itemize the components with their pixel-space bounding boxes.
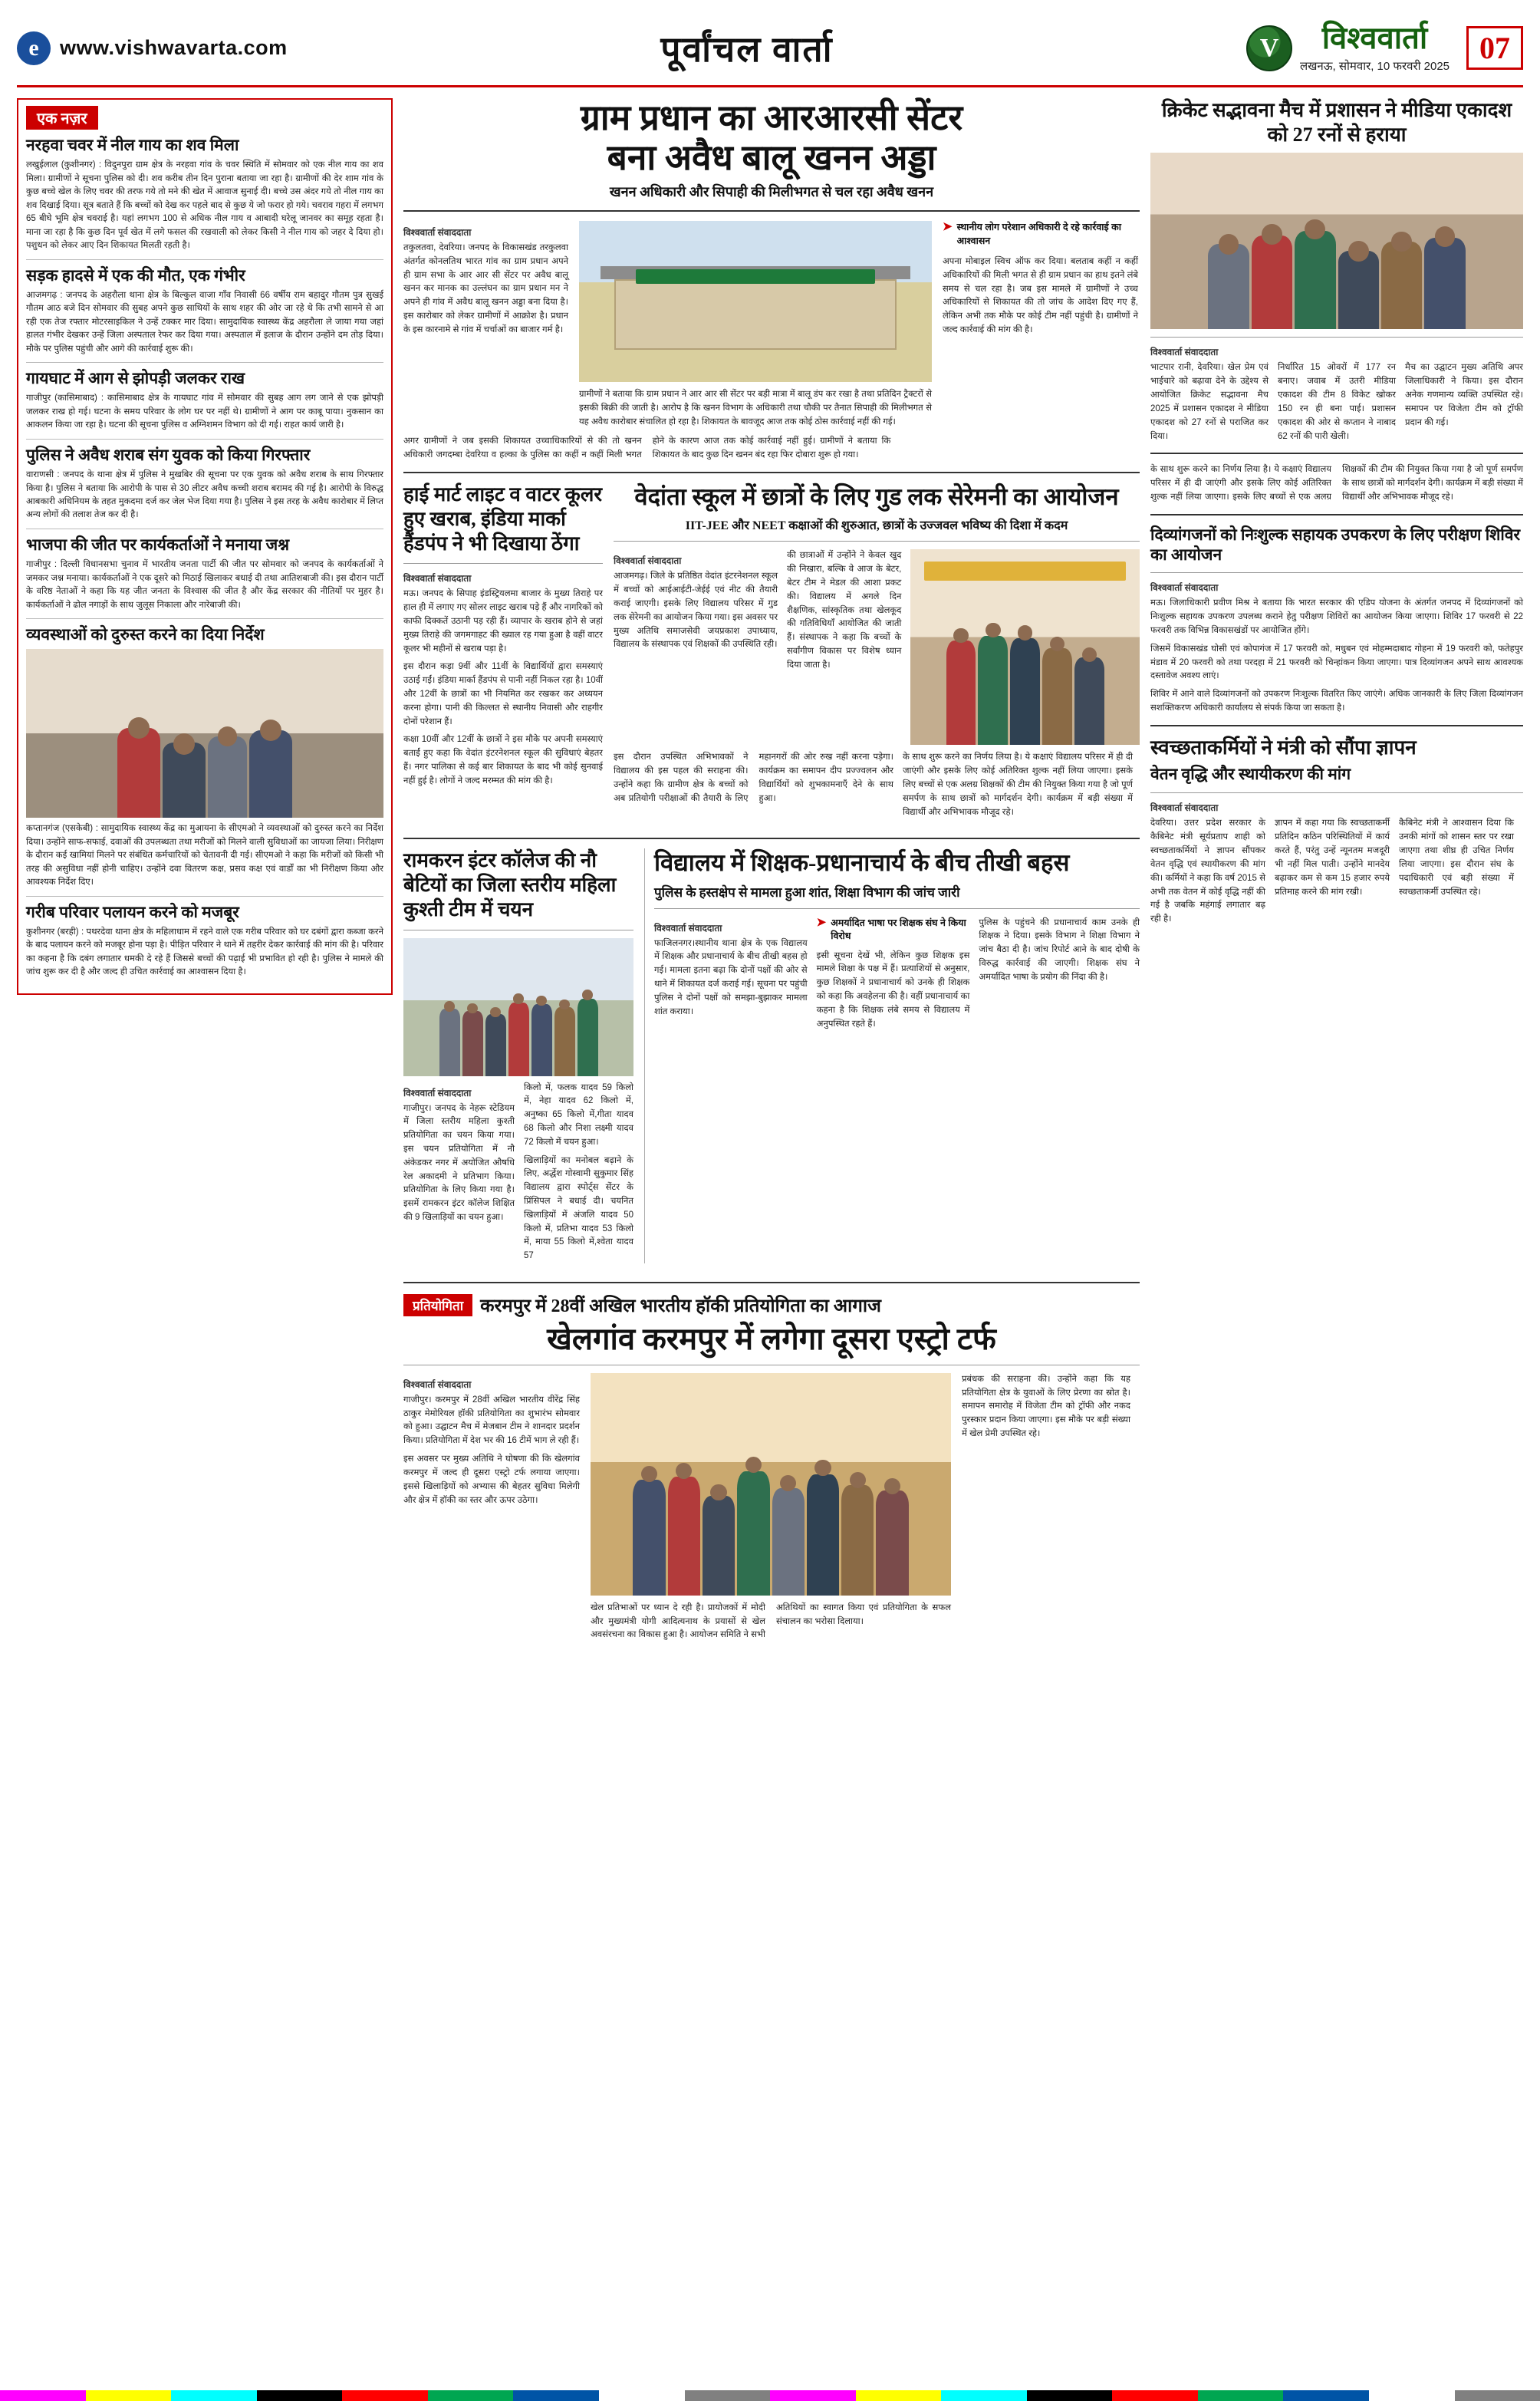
lead-byline: विश्ववार्ता संवाददाता xyxy=(403,227,472,239)
column-middle xyxy=(403,98,1140,1652)
vedanta-col2 xyxy=(787,549,901,745)
masthead-left xyxy=(17,31,446,65)
color-swatch xyxy=(1369,2390,1455,2401)
hockey-body-2: इस अवसर पर मुख्य अतिथि ने घोषणा की कि खेलगांव करमपुर में जल्द ही दूसरा एस्ट्रो टर्फ लगाया जाएगा। इससे खिलाड़ियों को अभ्यास की बेहतर सुविधा मिलेगी और क्षेत्र में हॉकी का स्तर और ऊपर उठेगा। xyxy=(403,1454,580,1505)
lead-photo-wrap xyxy=(579,221,932,429)
article-sanitation[interactable] xyxy=(1150,736,1523,927)
color-swatch xyxy=(1455,2390,1540,2401)
debate-headline: विद्यालय में शिक्षक-प्रधानाचार्य के बीच तीखी बहस xyxy=(654,849,1070,877)
color-swatch xyxy=(1283,2390,1369,2401)
vedanta-body-3: इस दौरान उपस्थित अभिभावकों ने विद्यालय की इस पहल की सराहना की। उन्होंने कहा कि ग्रामीण क्षेत्र के बच्चों को अब प्रतियोगी परीक्षाओं की तैयारी के लिए महानगरों की ओर रुख नहीं करना पड़ेगा। कार्यक्रम का समापन दीप प्रज्ज्वलन और विद्यार्थियों को शुभकामनाएँ देने के साथ हुआ। xyxy=(614,753,893,803)
row-wrestling-debate xyxy=(403,848,1140,1273)
vedanta-col1 xyxy=(614,549,778,745)
lead-note-col xyxy=(943,221,1138,429)
article-wrestling[interactable] xyxy=(403,848,633,1263)
hockey-tag: प्रतियोगिता xyxy=(403,1294,472,1316)
sanitation-body-1: देवरिया। उत्तर प्रदेश सरकार के कैबिनेट मंत्री सूर्यप्रताप शाही को स्वच्छताकर्मियों ने ज्ञापन सौंपकर वेतन वृद्धि एवं स्थायीकरण की मांग की। कर्मियों ने कहा कि वर्ष 2015 से अभी तक वेतन में कोई वृद्धि नहीं की गई है जबकि महंगाई लगातार बढ़ रही है। xyxy=(1150,818,1265,924)
brief-photo xyxy=(26,649,383,818)
vedanta-subhead: IIT-JEE और NEET कक्षाओं की शुरुआत, छात्रों के उज्जवल भविष्य की दिशा में कदम xyxy=(685,519,1068,533)
sanitation-byline: विश्ववार्ता संवाददाता xyxy=(1150,802,1219,814)
sanitation-subhead: वेतन वृद्धि और स्थायीकरण की मांग xyxy=(1150,765,1351,784)
brief-item[interactable] xyxy=(26,897,383,986)
brief-item[interactable] xyxy=(26,440,383,529)
bullet-icon: ➤ xyxy=(816,915,827,929)
lead-text-col1 xyxy=(403,221,568,429)
lead-note-text: स्थानीय लोग परेशान अधिकारी दे रहे कार्रवाई का आश्वासन xyxy=(956,222,1121,246)
cricket-headline: क्रिकेट सद्भावना मैच में प्रशासन ने मीडिया एकादश को 27 रनों से हराया xyxy=(1161,99,1512,146)
vedanta-body-4: के साथ शुरू करने का निर्णय लिया है। ये कक्षाएं विद्यालय परिसर में ही दी जाएंगी और इसके लिए कोई अतिरिक्त शुल्क नहीं लिया जाएगा। इसके लिए बच्चों से एक अलग्र शिक्षकों की टीम की नियुक्त किया गया है जो पूर्ण समर्पण के साथ छात्रों को मार्गदर्शन देगी। कार्यक्रम में बड़ी संख्या में विद्यार्थी और अभिभावक मौजूद रहे। xyxy=(903,753,1133,817)
cooler-headline: हाई मार्ट लाइट व वाटर कूलर हुए खराब, इंडिया मार्का हैंडपंप ने भी दिखाया ठेंगा xyxy=(403,483,603,555)
article-cricket[interactable] xyxy=(1150,98,1523,443)
vedanta-photo-wrap xyxy=(910,549,1140,745)
color-calibration-bar xyxy=(0,2390,1540,2401)
cricket-body-2: निर्धारित 15 ओवरों में 177 रन बनाए। जवाब में उतरी मीडिया एकादश की टीम 8 विकेट खोकर 150 रन ही बना पाई। प्रशासन एकादश की ओर से कप्तान ने नाबाद 62 रनों की पारी खेली। xyxy=(1278,363,1396,441)
hockey-headline: खेलगांव करमपुर में लगेगा दूसरा एस्ट्रो टर्फ xyxy=(547,1322,996,1357)
cricket-byline: विश्ववार्ता संवाददाता xyxy=(1150,347,1219,358)
brief-title: सड़क हादसे में एक की मौत, एक गंभीर xyxy=(26,265,245,285)
brand-text xyxy=(1299,20,1450,74)
brief-item[interactable] xyxy=(26,619,383,897)
brief-title: पुलिस ने अवैध शराब संग युवक को किया गिरफ्तार xyxy=(26,445,311,464)
column-left xyxy=(17,98,393,1652)
color-swatch xyxy=(685,2390,771,2401)
brief-item[interactable] xyxy=(26,363,383,440)
ek-nazar-box xyxy=(17,98,393,995)
page-content xyxy=(17,98,1523,1652)
brief-text: गाजीपुर : दिल्ली विधानसभा चुनाव में भारतीय जनता पार्टी की जीत पर सोमवार को जनपद के कार्यकर्ताओं ने जमकर जश्न मनाया। कार्यकर्ताओं ने एक दूसरे को मिठाई खिलाकर बधाई दी तथा आतिशबाजी की। इस दौरान पार्टी के वरिष्ठ नेताओं ने कहा कि यह जीत जनता के विश्वास की जीत है और केंद्र सरकार की नीतियों पर मुहर है। कार्यकर्ताओं ने ढोल नगाड़ों के साथ जुलूस निकाला और नारेबाजी की। xyxy=(26,560,383,610)
debate-note xyxy=(817,917,970,944)
wrestling-body-1: गाजीपुर। जनपद के नेहरू स्टेडियम में जिला स्तरीय महिला कुश्ती प्रतियोगिता का चयन किया गया। इस चयन प्रतियोगिता में नौ अंकेडकर नगर में अयोजित औषधि रेल अकादमी ने प्रतिभाग किया। प्रतियोगिता के लिए किया गया है। इसमें रामकरन इंटर कॉलेज शिक्षित की 9 खिलाड़ियों का चयन हुआ। xyxy=(403,1103,515,1222)
color-swatch xyxy=(513,2390,599,2401)
debate-body-2: इसी सूचना देखें भी, लेकिन कुछ शिक्षक इस मामले शिक्षा के पक्ष में हैं। प्रत्याशियों से अनुसार, कुछ शिक्षकों ने प्रधानाचार्य को उनके ही शिक्षक को कहा कि अवहेलना की है। वहीं प्रधानाचार्य का कहना है कि शिक्षक लंबे समय से विद्यालय में अनुपस्थित रहते हैं। xyxy=(816,950,970,1029)
color-swatch xyxy=(86,2390,172,2401)
brief-item[interactable] xyxy=(26,529,383,619)
masthead xyxy=(17,14,1523,87)
debate-subhead: पुलिस के हस्तक्षेप से मामला हुआ शांत, शिक्षा विभाग की जांच जारी xyxy=(654,884,960,900)
brand-emblem-icon: V xyxy=(1246,25,1292,71)
sanitation-body-2: ज्ञापन में कहा गया कि स्वच्छताकर्मी प्रतिदिन कठिन परिस्थितियों में कार्य करते हैं, परंतु उन्हें न्यूनतम मजदूरी भी नहीं मिल पाती। उन्होंने मानदेय बढ़ाकर कम से कम 15 हजार रुपये प्रतिमाह करने की मांग रखी। xyxy=(1275,818,1390,897)
page-number: 07 xyxy=(1466,26,1523,70)
website-url[interactable]: www.vishwavarta.com xyxy=(60,36,288,59)
cricket-body-1: भाटपार रानी, देवरिया। खेल प्रेम एवं भाईचारे को बढ़ावा देने के उद्देश्य से आयोजित क्रिकेट सद्भावना मैच 2025 में प्रशासन एकादश ने मीडिया एकादश को 27 रनों से पराजित कर दिया। xyxy=(1150,363,1269,441)
cooler-body-1: मऊ। जनपद के सिपाह इंडस्ट्रियलमा बाजार के मुख्य तिराहे पर हाल ही में लगाए गए सोलर लाइट खराब पड़े हैं और नागरिकों को काफी दिक्कतें उठानी पड़ रही हैं। व्यापार के खराब होने से जहां मुख्य तिराहे की जगमगाहट की ख्याल रह गया हुआ है वहीं वाटर कूलर भी महीनों से खराब पड़ा है। xyxy=(403,589,603,654)
brief-text: कुशीनगर (बरही) : पथरदेवा थाना क्षेत्र के महिलाधाम में रहने वाले एक गरीब परिवार को घर दबंगों द्वारा कब्जा करने के बाद पलायन करने को मजबूर होना पड़ा है। पीड़ित परिवार ने थाने में तहरीर देकर कार्रवाई की मांग की है। परिवार का कहना है कि दबंग लगातार धमकी दे रहे हैं जिससे बच्चों की पढ़ाई भी प्रभावित हो रही है। पुलिस ने मामले की जांच शुरू कर दी है और जल्द ही उचित कार्रवाई का आश्वासन दिया है। xyxy=(26,927,383,977)
lead-headline-line2: बना अवैध बालू खनन अड्डा xyxy=(607,137,936,177)
brand-block xyxy=(1246,20,1450,74)
vedanta-byline: विश्ववार्ता संवाददाता xyxy=(614,555,682,567)
masthead-right xyxy=(1048,20,1523,74)
brief-item[interactable] xyxy=(26,130,383,260)
divyang-body-1: मऊ। जिलाधिकारी प्रवीण मिश्र ने बताया कि भारत सरकार की एडिप योजना के अंतर्गत जनपद में दिव्यांगजनों को निःशुल्क सहायक उपकरण उपलब्ध कराने हेतु परीक्षण शिविरों का आयोजन किया जाएगा। शिविर 17 फरवरी से 22 फरवरी तक विभिन्न विकासखंडों पर आयोजित होंगे। xyxy=(1150,598,1523,635)
divyang-headline: दिव्यांगजनों को निःशुल्क सहायक उपकरण के लिए परीक्षण शिविर का आयोजन xyxy=(1150,525,1521,564)
row-cooler-vedanta xyxy=(403,483,1140,828)
hockey-kicker: करमपुर में 28वीं अखिल भारतीय हॉकी प्रतियोगिता का आगाज xyxy=(480,1296,881,1317)
article-school-debate[interactable] xyxy=(644,848,1140,1263)
wrestling-byline: विश्ववार्ता संवाददाता xyxy=(403,1087,472,1098)
hockey-byline: विश्ववार्ता संवाददाता xyxy=(403,1378,472,1390)
color-swatch xyxy=(171,2390,257,2401)
masthead-center xyxy=(446,25,1048,72)
hockey-body-1: गाजीपुर। करमपुर में 28वीं अखिल भारतीय वीरेंद्र सिंह ठाकुर मेमोरियल हॉकी प्रतियोगिता का शुभारंभ सोमवार को हुआ। उद्घाटन मैच में मेजबान टीम ने शानदार प्रदर्शन किया। प्रतियोगिता में देश भर की 16 टीमें भाग ले रही हैं। xyxy=(403,1395,580,1446)
hockey-photo xyxy=(591,1373,951,1596)
cooler-byline: विश्ववार्ता संवाददाता xyxy=(403,573,472,585)
article-vedanta-sidebar[interactable] xyxy=(1150,463,1523,504)
lead-body-1: तकुलतवा, देवरिया। जनपद के विकासखंड तरकुलवा अंतर्गत कोनलतिथ भारत गांव का ग्राम प्रधान अपने ही ग्राम सभा के आर आर सी सेंटर पर अवैध बालू खनन कर मानक का उल्लंघन का ग्राम प्रधान मन ने अपने ही गांव में अवैध बालू खनन अड्डा बना दिया है। इस कारोबार को लेकर ग्रामीणों में आक्रोश है। प्रधान के इस कारनामे से गांव में चर्चाओं का बाजार गर्म है। xyxy=(403,243,568,334)
brief-title: गरीब परिवार पलायन करने को मजबूर xyxy=(26,902,239,921)
divyang-byline: विश्ववार्ता संवाददाता xyxy=(1150,582,1219,594)
color-swatch xyxy=(257,2390,343,2401)
brief-title: नरहवा चवर में नील गाय का शव मिला xyxy=(26,136,239,154)
brand-title: विश्ववार्ता xyxy=(1321,20,1428,55)
color-swatch xyxy=(1198,2390,1284,2401)
cricket-photo xyxy=(1150,153,1523,329)
vedanta-photo xyxy=(910,549,1140,745)
color-swatch xyxy=(941,2390,1027,2401)
brief-text: आजमगढ़ : जनपद के अहरौला थाना क्षेत्र के बिल्कुल वाजा गाँव निवासी 66 वर्षीय राम बहादुर गौतम पुत्र सुखई गौतम आठ बजे दिन सोमवार की सुबह अपने कुछ साथियों के साथ शहर की ओर जा रहे थे कि तभी सामने से आ रही एक तेज रफ्तार मोटरसाइकिल ने उन्हें टक्कर मार दिया। सामुदायिक स्वास्थ्य केंद्र अहरौला ले जाया गया जहां हालत गंभीर देखकर उन्हें जिला अस्पताल रेफर कर दिया गया। अस्पताल में इलाज के दौरान उन्होंने दम तोड़ दिया। मौके पर पुलिस पहुंची और आगे की कार्रवाई शुरू की। xyxy=(26,290,383,354)
lead-headline-line1: ग्राम प्रधान का आरआरसी सेंटर xyxy=(580,98,963,137)
hockey-body-4: प्रबंधक की सराहना की। उन्होंने कहा कि यह प्रतियोगिता क्षेत्र के युवाओं के लिए प्रेरणा का स्रोत है। समापन समारोह में विजेता टीम को ट्रॉफी और नकद पुरस्कार प्रदान किया जाएगा। इस मौके पर बड़ी संख्या में खेल प्रेमी उपस्थित रहे। xyxy=(962,1374,1130,1439)
lead-subhead: खनन अधिकारी और सिपाही की मिलीभगत से चल रहा अवैध खनन xyxy=(609,184,934,200)
lead-photo xyxy=(579,221,932,382)
column-right xyxy=(1150,98,1523,1652)
debate-body-3: पुलिस के पहुंचने की प्रधानाचार्य काम उनके ही शिक्षक ने दिया। इसके विभाग ने शिक्षा विभाग ने जांच बैठा दी है। जांच रिपोर्ट आने के बाद दोषी के विरुद्ध कार्रवाई की जाएगी। शिक्षक संघ ने अमर्यादित भाषा के प्रयोग की निंदा की है। xyxy=(979,917,1140,982)
sanitation-headline: स्वच्छताकर्मियों ने मंत्री को सौंपा ज्ञापन xyxy=(1150,736,1417,759)
debate-note-text: अमर्यादित भाषा पर शिक्षक संघ ने किया विरोध xyxy=(831,917,966,942)
wrestling-headline: रामकरन इंटर कॉलेज की नौ बेटियों का जिला स्तरीय महिला कुश्ती टीम में चयन xyxy=(403,849,617,921)
hockey-body-3: खेल प्रतिभाओं पर ध्यान दे रही है। प्रायोजकों में मोदी और मुख्यमंत्री योगी आदित्यनाथ के प्रयासों से खेल अवसंरचना का विकास हुआ है। आयोजन समिति ने सभी अतिथियों का स्वागत किया एवं प्रतियोगिता के सफल संचालन का भरोसा दिलाया। xyxy=(591,1602,951,1640)
cooler-body-3: कक्षा 10वीं और 12वीं के छात्रों ने इस मौके पर अपनी समस्याएं बताईं हुए कहा कि वेदांत इंटरनेशनल स्कूल की सुविधाएं बेहतर हैं। नगर पालिका से कई बार शिकायत के बाद भी कोई सुनवाई नहीं हुई है। लोगों ने जल्द मरम्मत की मांग की है। xyxy=(403,735,603,786)
sanitation-body-3: कैबिनेट मंत्री ने आश्वासन दिया कि उनकी मांगों को शासन स्तर पर रखा जाएगा तथा शीघ्र ही उचित निर्णय लिया जाएगा। इस दौरान संघ के पदाधिकारी एवं बड़ी संख्या में स्वच्छताकर्मी उपस्थित रहे। xyxy=(1399,818,1514,897)
color-swatch xyxy=(0,2390,86,2401)
lead-body-3: अगर ग्रामीणों ने जब इसकी शिकायत उच्चाधिकारियों से की तो खनन अधिकारी जगदम्बा देवरिया व हल्का के पुलिस का कहीं न कहीं मिली भगत होने के कारण आज तक कोई कार्रवाई नहीं हुई। ग्रामीणों ने बताया कि शिकायत के बाद कुछ दिन खनन बंद रहा फिर दोबारा शुरू हो गया। xyxy=(403,436,891,460)
article-hockey[interactable] xyxy=(403,1293,1140,1642)
vedanta-headline: वेदांता स्कूल में छात्रों के लिए गुड लक सेरेमनी का आयोजन xyxy=(634,483,1119,511)
cooler-body-2: इस दौरान कड़ा 9वीं और 11वीं के विद्यार्थियों द्वारा समस्याएं उठाई गईं। इंडिया मार्का हैंडपंप से पानी नहीं निकल रहा है। 10वीं और 12वीं के छात्रों का भी नियमित कर रखकर कर अध्ययन करना होगा। पानी की किल्लत से स्थानीय निवासी और राहगीर दोनों परेशान हैं। xyxy=(403,662,603,726)
debate-byline: विश्ववार्ता संवाददाता xyxy=(654,922,722,934)
article-cooler[interactable] xyxy=(403,483,603,819)
brief-text: वाराणसी : जनपद के थाना क्षेत्र में पुलिस ने मुखबिर की सूचना पर एक युवक को अवैध शराब के साथ गिरफ्तार किया है। पुलिस ने बताया कि आरोपी के पास से 30 लीटर अवैध कच्ची शराब बरामद की गई है। आरोपी के विरुद्ध आबकारी अधिनियम के तहत मुकदमा दर्ज कर जेल भेज दिया गया है। पुलिस ने इस तरह के अवैध कारोबार में लिप्त अन्य लोगों की तलाश तेज कर दी है। xyxy=(26,470,383,520)
brief-item[interactable] xyxy=(26,260,383,364)
wrestling-body-2: किलो में, फलक यादव 59 किलो में, नेहा यादव 62 किलो में, अनुष्का 65 किलो में,गीता यादव 68 किलो और निशा लक्ष्मी यादव 72 किलो में चयन हुआ। xyxy=(524,1082,633,1147)
brief-text: लखुईलाल (कुशीनगर) : विदुनपुरा ग्राम क्षेत्र के नरहवा गांव के चवर स्थिति में सोमवार को एक नील गाय का शव मिला। ग्रामीणों ने सूचना पुलिस को दी। शव करीब तीन दिन पुराना बताया जा रहा है। ग्रामीणों की देर शाम गांव के कुछ बच्चे खेल के लिए चवर की तरफ गये तो मने की खेत में आवाज सुनाई दी। बच्चे उस अंदर गये तो नील गाय का शव दिखाई दिया। सूत्र बताते हैं कि बच्चों को देख कर पहले बाद से कुछ ये जो फरार हो गये। चवराव गहरा में लगभग 65 बीघे भूमि क्षेत्र चवराई है। यहां लगभग 100 से अधिक नील गाय व आबादी घरेलू जानवर का समूह रहता है। माना जा रहा है कि कुछ दिन पूर्व खेत में लगे फसल की रखवाली को लेकर किसी ने नील गाय को जहर दे दिया हो। पशुधन को लेकर आए दिन शिकायत मिलती रहती है। xyxy=(26,160,383,251)
lead-body-2: ग्रामीणों ने बताया कि ग्राम प्रधान ने आर आर सी सेंटर पर बड़ी मात्रा में बालू डंप कर रखा है तथा प्रतिदिन ट्रैक्टरों से इसकी बिक्री की जाती है। आरोप है कि खनन विभाग के अधिकारी तथा चौकी पर तैनात सिपाही की मिलीभगत से यह अवैध कारोबार संचालित हो रहा है। शिकायत के बावजूद आज तक कोई ठोस कार्रवाई नहीं की गई। xyxy=(579,390,932,427)
article-divyang[interactable] xyxy=(1150,525,1523,716)
brief-title: गायघाट में आग से झोपड़ी जलकर राख xyxy=(26,369,245,388)
brief-text: कप्तानगंज (एसकेबी) : सामुदायिक स्वास्थ्य केंद्र का मुआयना के सीएमओ ने व्यवस्थाओं को दुरुस्त करने का निर्देश दिया। उन्होंने साफ-सफाई, दवाओं की उपलब्धता तथा मरीजों को मिलने वाली सुविधाओं का जायजा लिया। निरीक्षण के दौरान कई खामियां मिलने पर संबंधित कर्मचारियों को चेतावनी दी गई। सीएमओ ने कहा कि मरीजों को किसी भी तरह की असुविधा नहीं होनी चाहिए। उन्होंने दवा वितरण कक्ष, प्रसव कक्ष एवं वार्डों का भी निरीक्षण किया और आवश्यक निर्देश दिए। xyxy=(26,824,383,888)
color-swatch xyxy=(428,2390,514,2401)
cricket-body-3: मैच का उद्घाटन मुख्य अतिथि अपर जिलाधिकारी ने किया। इस दौरान अनेक गणमान्य व्यक्ति उपस्थित रहे। समापन पर विजेता टीम को ट्रॉफी प्रदान की गई। xyxy=(1405,363,1523,427)
color-swatch xyxy=(599,2390,685,2401)
color-swatch xyxy=(856,2390,942,2401)
article-vedanta[interactable] xyxy=(614,483,1140,819)
divyang-body-2: जिसमें विकासखंड घोसी एवं कोपागंज में 17 फरवरी को, मधुबन एवं मोहम्मदाबाद गोहना में 19 फरवरी को, फतेहपुर मंडाव में 20 फरवरी को तथा परदहा में 21 फरवरी को चिन्हांकन किया जाएगा। पात्र दिव्यांगजन अपने साथ आवश्यक दस्तावेज अवश्य लाएं। xyxy=(1150,644,1523,681)
brief-title: भाजपा की जीत पर कार्यकर्ताओं ने मनाया जश्न xyxy=(26,535,290,554)
vedanta-sidebar-body: के साथ शुरू करने का निर्णय लिया है। ये कक्षाएं विद्यालय परिसर में ही दी जाएंगी और इसके लिए कोई अतिरिक्त शुल्क नहीं लिया जाएगा। इसके लिए बच्चों से एक अलग्र शिक्षकों की टीम की नियुक्त किया गया है जो पूर्ण समर्पण के साथ छात्रों को मार्गदर्शन देगी। कार्यक्रम में बड़ी संख्या में विद्यार्थी और अभिभावक मौजूद रहे। xyxy=(1150,465,1523,502)
color-swatch xyxy=(1112,2390,1198,2401)
bullet-icon: ➤ xyxy=(943,220,953,234)
lead-body-4: अपना मोबाइल स्विच ऑफ कर दिया। बलताब कहीं न कहीं अधिकारियों की मिली भगत से ही ग्राम प्रधान का हाथ इतने लंबे समय से चल रहा है। जब इस मामले में ग्रामीणों ने उच्च अधिकारियों से शिकायत की तो जांच के आदेश दिए गए हैं, लेकिन अभी तक मौके पर कोई टीम नहीं पहुंची है। ग्रामीणों ने जल्द कार्रवाई की मांग की है। xyxy=(943,257,1138,335)
color-swatch xyxy=(342,2390,428,2401)
divyang-body-3: शिविर में आने वाले दिव्यांगजनों को उपकरण निःशुल्क वितरित किए जाएंगे। अधिक जानकारी के लिए जिला दिव्यांगजन सशक्तिकरण अधिकारी कार्यालय से संपर्क किया जा सकता है। xyxy=(1150,690,1523,713)
brief-text: गाजीपुर (कासिमाबाद) : कासिमाबाद क्षेत्र के गायघाट गांव में सोमवार की सुबह आग लग जाने से एक झोपड़ी जलकर राख हो गई। घटना के समय परिवार के लोग घर पर नहीं थे। ग्रामीणों ने आग पर काबू पाया। नुकसान का आकलन किया जा रहा है। घटना की सूचना पुलिस व अग्निशमन विभाग को दी गई। राहत कार्य जारी है। xyxy=(26,394,383,430)
vedanta-body-2: की छात्राओं में उन्होंने ने केवल खुद की निखारा, बल्कि वे आज के बेटर, बेटर टीम ने मेडल की आशा प्रकट की। विद्यालय में अगले दिन शैक्षणिक, सांस्कृतिक तथा खेलकूद की गतिविधियाँ आयोजित की जाती हैं। संस्थापक ने कहा कि बच्चों के सर्वांगीण विकास पर विशेष ध्यान दिया जाता है। xyxy=(787,551,902,670)
lead-note xyxy=(943,221,1138,248)
article-lead[interactable] xyxy=(403,98,1140,463)
section-title: पूर्वांचल वार्ता xyxy=(660,29,834,69)
ek-nazar-tag: एक नज़र xyxy=(26,106,98,130)
site-logo-icon: e xyxy=(17,31,51,65)
color-swatch xyxy=(770,2390,856,2401)
brief-title: व्यवस्थाओं को दुरुस्त करने का दिया निर्देश xyxy=(26,625,265,644)
vedanta-body-1: आजमगढ़। जिले के प्रतिष्ठित वेदांत इंटरनेशनल स्कूल में बच्चों को आईआईटी-जेईई एवं नीट की तैयारी कराई जाएगी। इसके लिए विद्यालय परिसर में गुड लक सेरेमनी का आयोजन किया गया। इस अवसर पर मुख्य अतिथि समाजसेवी जयप्रकाश उपाध्याय, विद्यालय के संस्थापक एवं शिक्षकों की उपस्थिति रही। xyxy=(614,571,778,650)
wrestling-photo xyxy=(403,938,633,1076)
wrestling-body-3: खिलाड़ियों का मनोबल बढ़ाने के लिए, अर्द्धेश गोस्वामी सुकुमार सिंह विद्यालय द्वारा स्पोर्ट्स सेंटर के प्रिंसिपल ने बधाई दी। चयनित खिलाड़ियों में अंजलि यादव 50 किलो में, प्रतिभा यादव 53 किलो में, माया 55 किलो में,श्वेता यादव 57 xyxy=(524,1155,633,1261)
color-swatch xyxy=(1027,2390,1113,2401)
debate-body-1: फाजिलनगर।स्थानीय थाना क्षेत्र के एक विद्यालय में शिक्षक और प्रधानाचार्य के बीच तीखी बहस हो गई। मामला इतना बढ़ा कि दोनों पक्षों की ओर से थाने में शिकायत दर्ज कराई गई। सूचना पर पहुंची पुलिस ने दोनों पक्षों को समझा-बुझाकर मामला शांत कराया। xyxy=(654,938,808,1016)
edition-date: लखनऊ, सोमवार, 10 फरवरी 2025 xyxy=(1299,59,1450,73)
